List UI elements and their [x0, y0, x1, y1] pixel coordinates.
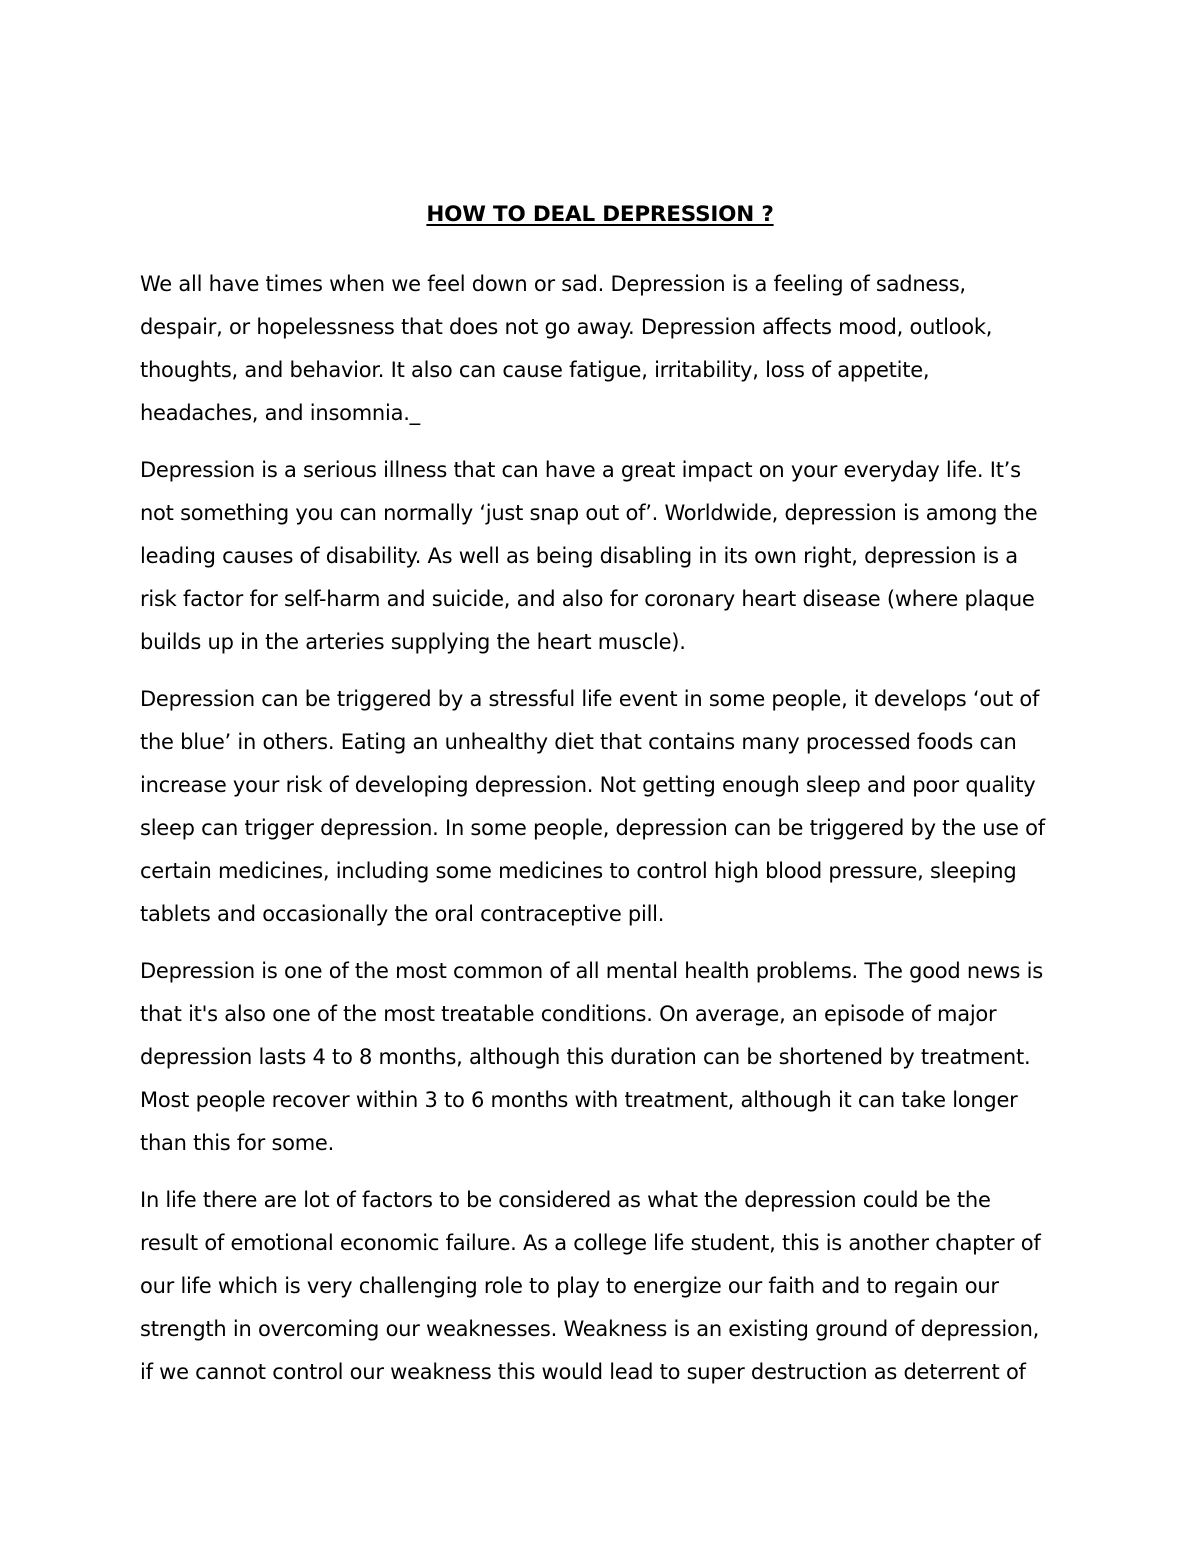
paragraph-line: result of emotional economic failure. As a college life student, this is another chapter of — [140, 1231, 1041, 1255]
paragraph-5 — [140, 1179, 1060, 1394]
paragraph-line: Depression is one of the most common of all mental health problems. The good news is — [140, 959, 1043, 983]
paragraph-line: tablets and occasionally the oral contraceptive pill. — [140, 902, 665, 926]
paragraph-line: if we cannot control our weakness this would lead to super destruction as deterrent of — [140, 1360, 1026, 1384]
paragraph-line: despair, or hopelessness that does not go away. Depression affects mood, outlook, — [140, 315, 993, 339]
paragraph-line: Most people recover within 3 to 6 months with treatment, although it can take longer — [140, 1088, 1018, 1112]
paragraph-line: certain medicines, including some medicines to control high blood pressure, sleeping — [140, 859, 1017, 883]
paragraph-line: We all have times when we feel down or sad. Depression is a feeling of sadness, — [140, 272, 966, 296]
paragraph-line: that it's also one of the most treatable conditions. On average, an episode of major — [140, 1002, 997, 1026]
paragraph-line: our life which is very challenging role to play to energize our faith and to regain our — [140, 1274, 999, 1298]
document-title: HOW TO DEAL DEPRESSION ? — [426, 202, 774, 227]
paragraph-line: increase your risk of developing depression. Not getting enough sleep and poor quality — [140, 773, 1036, 797]
paragraph-2 — [140, 449, 1060, 664]
paragraph-line: In life there are lot of factors to be considered as what the depression could be the — [140, 1188, 991, 1212]
paragraph-line: the blue’ in others. Eating an unhealthy diet that contains many processed foods can — [140, 730, 1017, 754]
paragraph-line: Depression is a serious illness that can have a great impact on your everyday life. It’s — [140, 458, 1021, 482]
paragraph-line: thoughts, and behavior. It also can cause fatigue, irritability, loss of appetite, — [140, 358, 930, 382]
paragraph-line: sleep can trigger depression. In some people, depression can be triggered by the use of — [140, 816, 1045, 840]
paragraph-line: leading causes of disability. As well as being disabling in its own right, depression is a — [140, 544, 1018, 568]
paragraph-line: not something you can normally ‘just snap out of’. Worldwide, depression is among the — [140, 501, 1038, 525]
paragraph-3 — [140, 678, 1060, 936]
paragraph-line: strength in overcoming our weaknesses. Weakness is an existing ground of depression, — [140, 1317, 1040, 1341]
paragraph-line: depression lasts 4 to 8 months, although this duration can be shortened by treatment. — [140, 1045, 1031, 1069]
paragraph-1 — [140, 263, 1060, 435]
paragraph-line: Depression can be triggered by a stressful life event in some people, it develops ‘out of — [140, 687, 1040, 711]
paragraph-line: than this for some. — [140, 1131, 335, 1155]
paragraph-line: builds up in the arteries supplying the heart muscle). — [140, 630, 686, 654]
paragraph-4 — [140, 950, 1060, 1165]
paragraph-line: risk factor for self-harm and suicide, and also for coronary heart disease (where plaque — [140, 587, 1035, 611]
paragraph-line: headaches, and insomnia._ — [140, 401, 420, 425]
